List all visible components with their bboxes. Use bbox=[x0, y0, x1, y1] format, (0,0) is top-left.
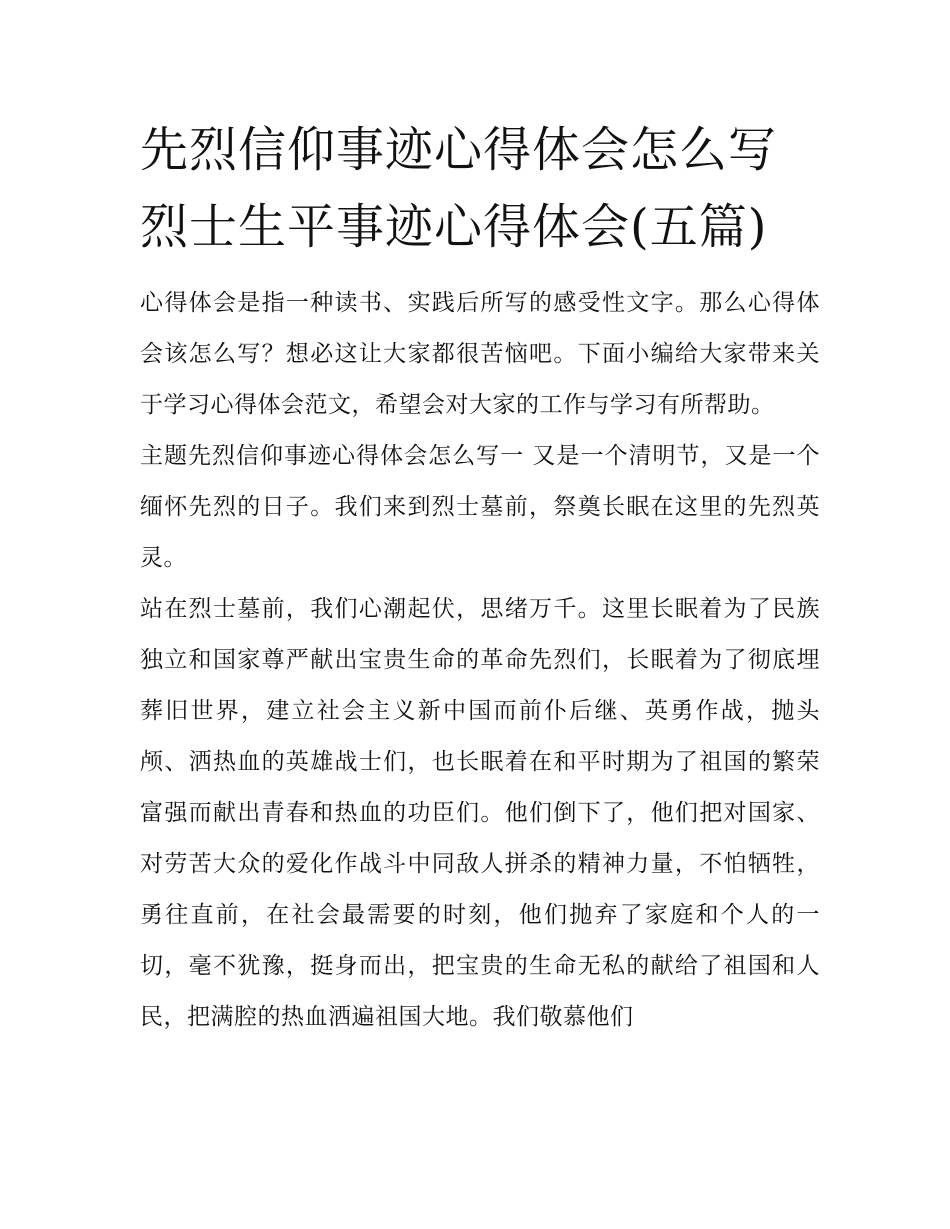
title-line-2: 烈士生平事迹心得体会(五篇) bbox=[140, 199, 768, 255]
body-paragraph: 站在烈士墓前，我们心潮起伏，思绪万千。这里长眠着为了民族独立和国家尊严献出宝贵生命的革命先烈们，长眠着为了彻底埋葬旧世界，建立社会主义新中国而前仆后继、英勇作战，抛头颅、洒热血的英雄战士们，也长眠着在和平时期为了祖国的繁荣富强而献出青春和热血的功臣们。他们倒下了，他们把对国家、对劳苦大众的爱化作战斗中同敌人拼杀的精神力量，不怕牺牲，勇往直前，在社会最需要的时刻，他们抛弃了家庭和个人的一切，毫不犹豫，挺身而出，把宝贵的生命无私的献给了祖国和人民，把满腔的热血洒遍祖国大地。我们敬慕他们 bbox=[140, 596, 820, 1030]
title-line-1: 先烈信仰事迹心得体会怎么写 bbox=[140, 122, 778, 178]
intro-paragraph: 心得体会是指一种读书、实践后所写的感受性文字。那么心得体会该怎么写？想必这让大家都很苦恼吧。下面小编给大家带来关于学习心得体会范文，希望会对大家的工作与学习有所帮助。 bbox=[140, 290, 820, 418]
document-content bbox=[140, 112, 820, 1043]
topic-paragraph: 主题先烈信仰事迹心得体会怎么写一 又是一个清明节，又是一个缅怀先烈的日子。我们来到烈士墓前，祭奠长眠在这里的先烈英灵。 bbox=[140, 443, 820, 571]
document-title bbox=[140, 112, 820, 266]
